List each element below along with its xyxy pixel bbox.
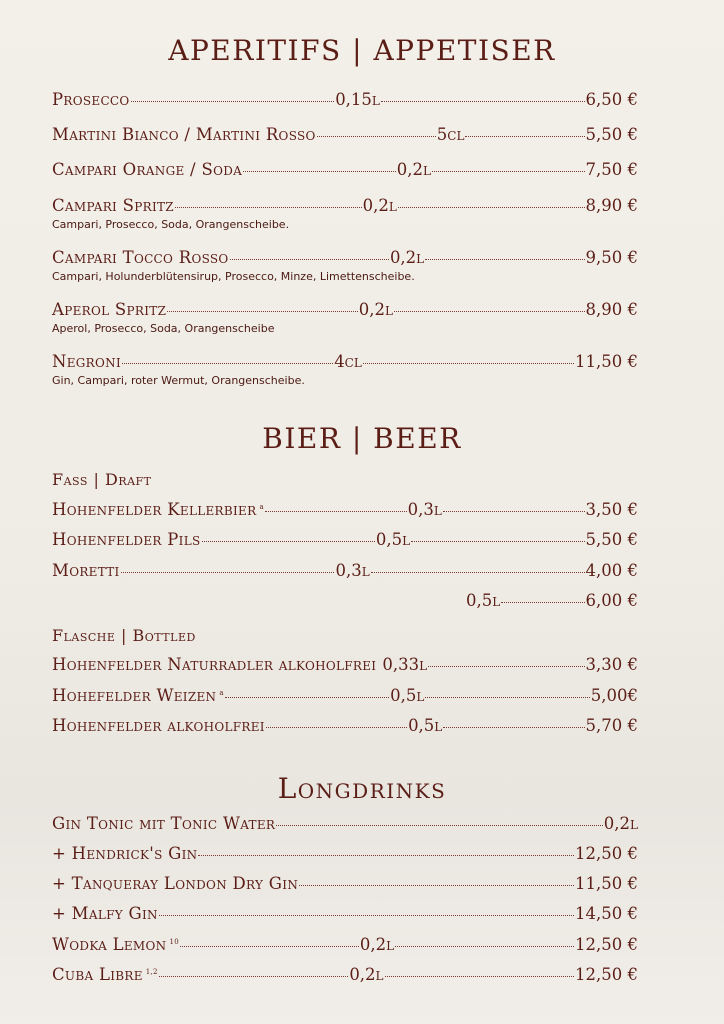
item-price: 3,50 € (585, 500, 639, 519)
item-name: Cuba Libre $^{1,2}$ (52, 965, 158, 984)
item-volume: 0,2l (389, 248, 425, 267)
item-price: 7,50 € (585, 160, 639, 179)
dot-leader (501, 602, 584, 603)
menu-item (52, 196, 638, 218)
item-price: 4,00 € (585, 561, 638, 580)
item-volume: 0,3l (335, 561, 370, 580)
item-name: Negroni (52, 352, 121, 371)
dot-leader (265, 511, 407, 512)
dot-leader (398, 207, 585, 208)
item-description: Campari, Prosecco, Soda, Orangenscheibe. (52, 218, 290, 231)
item-name: Prosecco (52, 90, 130, 109)
item-name: Aperol Spritz (52, 300, 167, 319)
item-name: Hohenfelder Pils (52, 530, 201, 549)
item-price: 5,50 € (585, 530, 639, 549)
item-description: Aperol, Prosecco, Soda, Orangenscheibe (52, 322, 275, 335)
item-volume: 0,2l (396, 160, 431, 179)
item-volume: 0,5l (390, 686, 425, 705)
item-name: Hohenfelder Kellerbier $^a$ (52, 500, 264, 519)
menu-item (52, 500, 638, 522)
dot-leader (159, 976, 348, 977)
item-description: Campari, Holunderblütensirup, Prosecco, Minze, Limettenscheibe. (52, 270, 415, 283)
menu-item (52, 655, 638, 677)
item-name: + Malfy Gin (52, 904, 158, 923)
item-name: + Hendrick's Gin (52, 844, 198, 863)
item-volume: 0,15l (335, 90, 380, 109)
dot-leader (121, 572, 335, 573)
dot-leader (230, 259, 389, 260)
item-name: Hohenfelder alkoholfrei (52, 716, 265, 735)
allergen-note: a (259, 502, 264, 511)
dot-leader (411, 541, 584, 542)
item-name: Moretti (52, 561, 120, 580)
item-price: 11,50 € (575, 352, 639, 371)
menu-item (52, 686, 638, 708)
item-price: 6,50 € (585, 90, 639, 109)
item-price: 8,90 € (585, 300, 638, 319)
item-price: 5,50 € (585, 125, 638, 144)
menu-item (52, 874, 638, 896)
dot-leader (385, 976, 574, 977)
item-volume: 0,2l (359, 935, 395, 954)
dot-leader (465, 136, 584, 137)
menu-item (52, 935, 638, 957)
allergen-note: 10 (169, 937, 179, 946)
allergen-note: a (219, 688, 224, 697)
menu-item (52, 561, 638, 583)
dot-leader (317, 136, 436, 137)
item-price: 3,30 € (585, 655, 638, 674)
dot-leader (395, 946, 574, 947)
item-volume: 5cl (436, 125, 465, 144)
item-volume: 0,3l (407, 500, 442, 519)
dot-leader (122, 363, 333, 364)
longdrinks-title: Longdrinks (277, 772, 447, 805)
dot-leader (159, 915, 574, 916)
menu-item (52, 814, 638, 836)
item-price: 11,50 € (575, 874, 638, 893)
item-volume: 0,33l (382, 655, 428, 674)
menu-item (52, 160, 638, 182)
dot-leader (276, 825, 603, 826)
item-price: 14,50 € (575, 904, 638, 923)
dot-leader (363, 363, 574, 364)
item-volume: 0,5l (408, 716, 443, 735)
menu-item (52, 300, 638, 322)
item-description: Gin, Campari, roter Wermut, Orangenscheibe. (52, 374, 305, 387)
menu-item (52, 904, 638, 926)
dot-leader (131, 101, 335, 102)
menu-item (52, 90, 638, 112)
dot-leader (198, 855, 574, 856)
dot-leader (266, 727, 407, 728)
dot-leader (202, 541, 375, 542)
item-name: Gin Tonic mit Tonic Water (52, 814, 276, 833)
dot-leader (425, 697, 589, 698)
dot-leader (443, 511, 585, 512)
item-name: Hohenfelder Naturradler alkoholfrei (52, 655, 377, 674)
item-name: Campari Spritz (52, 196, 174, 215)
item-price: 6,00 € (585, 591, 638, 610)
menu-item (52, 125, 638, 147)
item-price: 12,50 € (575, 965, 638, 984)
item-volume: 0,2l (362, 196, 397, 215)
dot-leader (394, 311, 585, 312)
menu-item (52, 530, 638, 552)
menu-item (52, 352, 638, 374)
item-name: Wodka Lemon $^{10}$ (52, 935, 179, 954)
menu-item (52, 248, 638, 270)
dot-leader (371, 572, 585, 573)
dot-leader (428, 666, 584, 667)
dot-leader (175, 207, 362, 208)
item-name: + Tanqueray London Dry Gin (52, 874, 299, 893)
item-price: 12,50 € (575, 935, 639, 954)
dot-leader (299, 885, 574, 886)
dot-leader (381, 101, 585, 102)
dot-leader (425, 259, 584, 260)
item-volume: 0,5l (466, 591, 501, 610)
item-volume: 0,5l (375, 530, 411, 549)
item-price: 5,00€ (590, 686, 638, 705)
item-volume: 0,2l (358, 300, 393, 319)
bottled-subtitle: Flasche | Bottled (52, 626, 196, 645)
dot-leader (432, 171, 585, 172)
dot-leader (243, 171, 396, 172)
menu-item (466, 591, 638, 613)
item-volume: 0,2l (349, 965, 384, 984)
item-price: 5,70 € (585, 716, 638, 735)
item-name: Campari Tocco Rosso (52, 248, 229, 267)
aperitifs-title: APERITIFS | APPETISER (168, 34, 556, 67)
item-name: Campari Orange / Soda (52, 160, 243, 179)
dot-leader (180, 946, 359, 947)
dot-leader (225, 697, 389, 698)
item-volume: 0,2l (603, 814, 638, 833)
menu-item (52, 965, 638, 987)
menu-item (52, 716, 638, 738)
dot-leader (443, 727, 584, 728)
item-price: 8,90 € (585, 196, 639, 215)
dot-leader (167, 311, 358, 312)
item-price: 12,50 € (575, 844, 638, 863)
menu-item (52, 844, 638, 866)
item-price: 9,50 € (585, 248, 639, 267)
item-name: Martini Bianco / Martini Rosso (52, 125, 316, 144)
draft-subtitle: Fass | Draft (52, 470, 152, 489)
item-name: Hohefelder Weizen $^a$ (52, 686, 224, 705)
item-volume: 4cl (334, 352, 362, 371)
allergen-note: 1,2 (145, 967, 158, 976)
beer-title: BIER | BEER (262, 422, 462, 455)
